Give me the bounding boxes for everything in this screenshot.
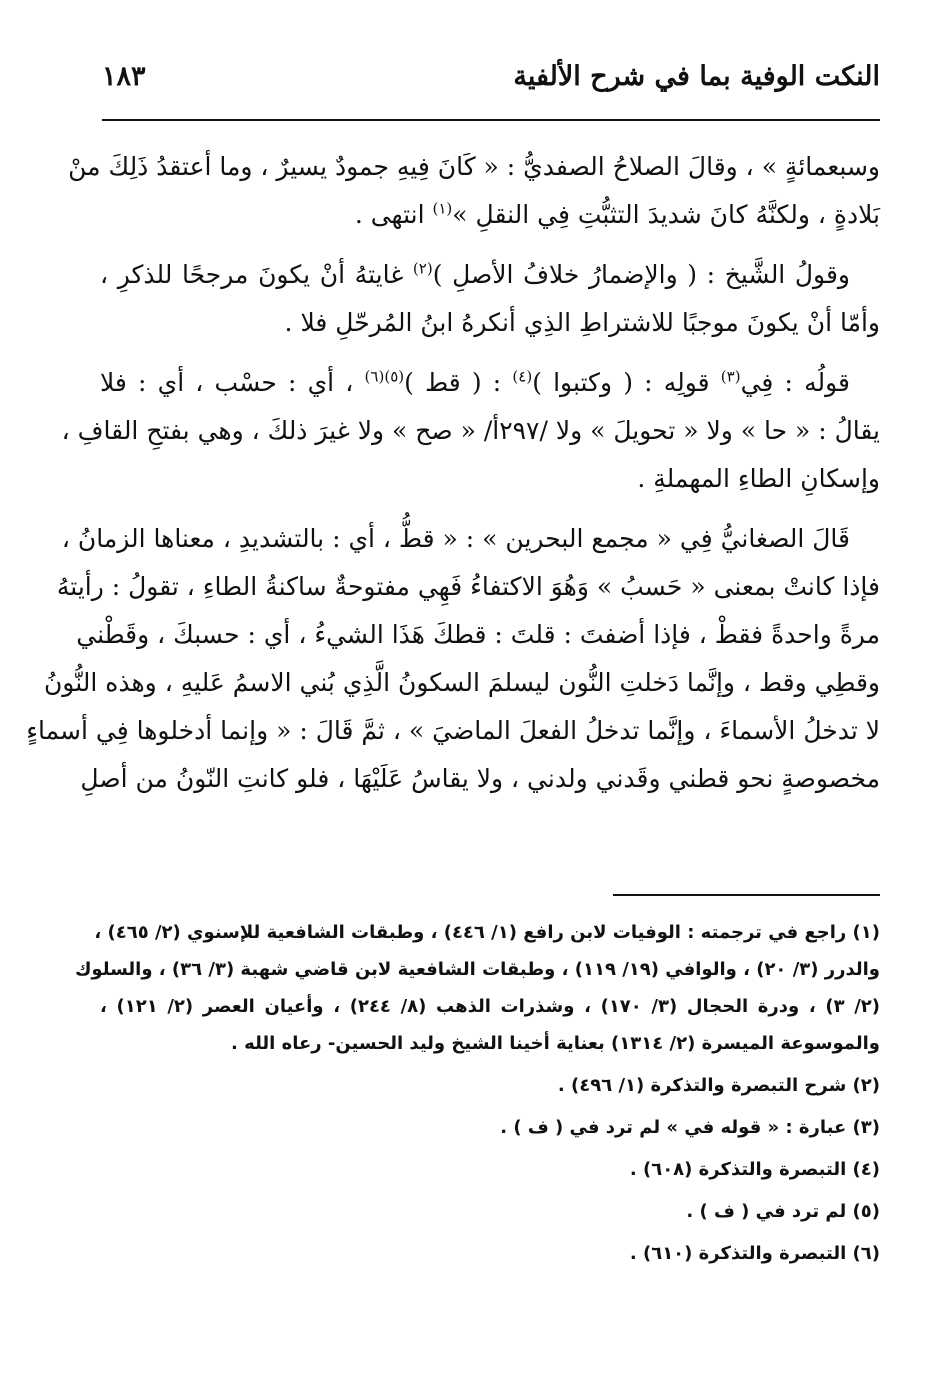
footnote-line: (٢/ ٣) ، ودرة الحجال (٣/ ١٧٠) ، وشذرات الذهب (٨/ ٢٤٤) ، وأعيان العصر (٢/ ١٢١) ، (100, 996, 881, 1017)
footnote-line: (٥) لم ترد في ( ف ) . (686, 1201, 880, 1222)
text-line: وقطِي وقط ، وإنَّما دَخلتِ النُّون ليسلمَ السكونُ الَّذِي بُني الاسمُ عَليهِ ، وهذه النُّونُ (43, 668, 880, 697)
text-line: لا تدخلُ الأسماءَ ، وإنَّما تدخلُ الفعلَ الماضيَ » ، ثمَّ قَالَ : « وإنما أدخلوها فِي أسماءٍ (26, 716, 880, 745)
footnote-ref: (٤) (512, 367, 533, 386)
running-header (102, 55, 880, 111)
footnote-line: (١) راجع في ترجمته : الوفيات لابن رافع (١/ ٤٤٦) ، وطبقات الشافعية للإسنوي (٢/ ٤٦٥) ، (94, 922, 880, 943)
footnote-line: والدرر (٣/ ٢٠) ، والوافي (١٩/ ١١٩) ، وطبقات الشافعية لابن قاضي شهبة (٣/ ٣٦) ، والسلوك (74, 959, 880, 980)
text-line: وسبعمائةٍ » ، وقالَ الصلاحُ الصفديُّ : « كَانَ فِيهِ جمودٌ يسيرٌ ، وما أعتقدُ ذَلِكَ منْ (68, 152, 880, 181)
footnote-line: (٤) التبصرة والتذكرة (٦٠٨) . (629, 1159, 880, 1180)
footnote-ref: (١) (432, 199, 453, 218)
header-divider (102, 119, 880, 121)
footnote-line: (٦) التبصرة والتذكرة (٦١٠) . (629, 1243, 880, 1264)
footnote-line: (٣) عبارة : « قوله في » لم ترد في ( ف ) . (500, 1117, 880, 1138)
text-line: مخصوصةٍ نحو قطني وقَدني ولدني ، ولا يقاسُ عَلَيْهَا ، فلو كانتِ النّونُ من أصلِ (80, 764, 880, 793)
text-line: وأمّا أنْ يكونَ موجبًا للاشتراطِ الذِي أنكرهُ ابنُ المُرحّلِ فلا . (284, 308, 880, 337)
text-line: مرةً واحدةً فقطْ ، فإذا أضفتَ : قلتَ : قطكَ هَذَا الشيءُ ، أي : حسبكَ ، وقَطْني (76, 620, 880, 649)
text-line: وقولُ الشَّيخ : ( والإضمارُ خلافُ الأصلِ )$^{(٢)}$ غايتهُ أنْ يكونَ مرجحًا للذكرِ ، (100, 259, 850, 289)
text-line: وإسكانِ الطاءِ المهملةِ . (637, 464, 880, 493)
footnote-divider (613, 894, 880, 896)
footnote-ref: (٥)(٦) (364, 367, 405, 386)
text-line: فإذا كانتْ بمعنى « حَسبُ » وَهُوَ الاكتفاءُ فَهِي مفتوحةٌ ساكنةُ الطاءِ ، تقولُ : رأيتهُ (56, 572, 880, 601)
text-line: قولُه : فِي$^{(٣)}$ قولِه : ( وكتبوا )$^{(٤)}$ : ( قط )$^{(٥)(٦)}$ ، أي : حسْب ، أي : فلا (100, 367, 850, 397)
text-line: بَلادةٍ ، ولكنَّهُ كانَ شديدَ التثبُّتِ فِي النقلِ »$^{(١)}$ انتهى . (354, 199, 880, 229)
text-line: يقالُ : « حا » ولا « تحويلَ » ولا /٢٩٧أ/ « صح » ولا غيرَ ذلكَ ، وهي بفتحِ القافِ ، (61, 416, 880, 445)
text-line: قَالَ الصغانيُّ فِي « مجمع البحرين » : « قطُّ ، أي : بالتشديدِ ، معناها الزمانُ ، (61, 524, 850, 553)
header-title: النكت الوفية بما في شرح الألفية (513, 61, 880, 92)
footnote-line: والموسوعة الميسرة (٢/ ١٣١٤) بعناية أخينا الشيخ وليد الحسين- رعاه الله . (231, 1033, 880, 1054)
footnote-line: (٢) شرح التبصرة والتذكرة (١/ ٤٩٦) . (557, 1075, 880, 1096)
page-number: ١٨٣ (102, 61, 146, 92)
footnotes (74, 914, 881, 1272)
footnote-ref: (٢) (412, 259, 433, 278)
footnote-ref: (٣) (720, 367, 741, 386)
main-text (26, 143, 880, 803)
